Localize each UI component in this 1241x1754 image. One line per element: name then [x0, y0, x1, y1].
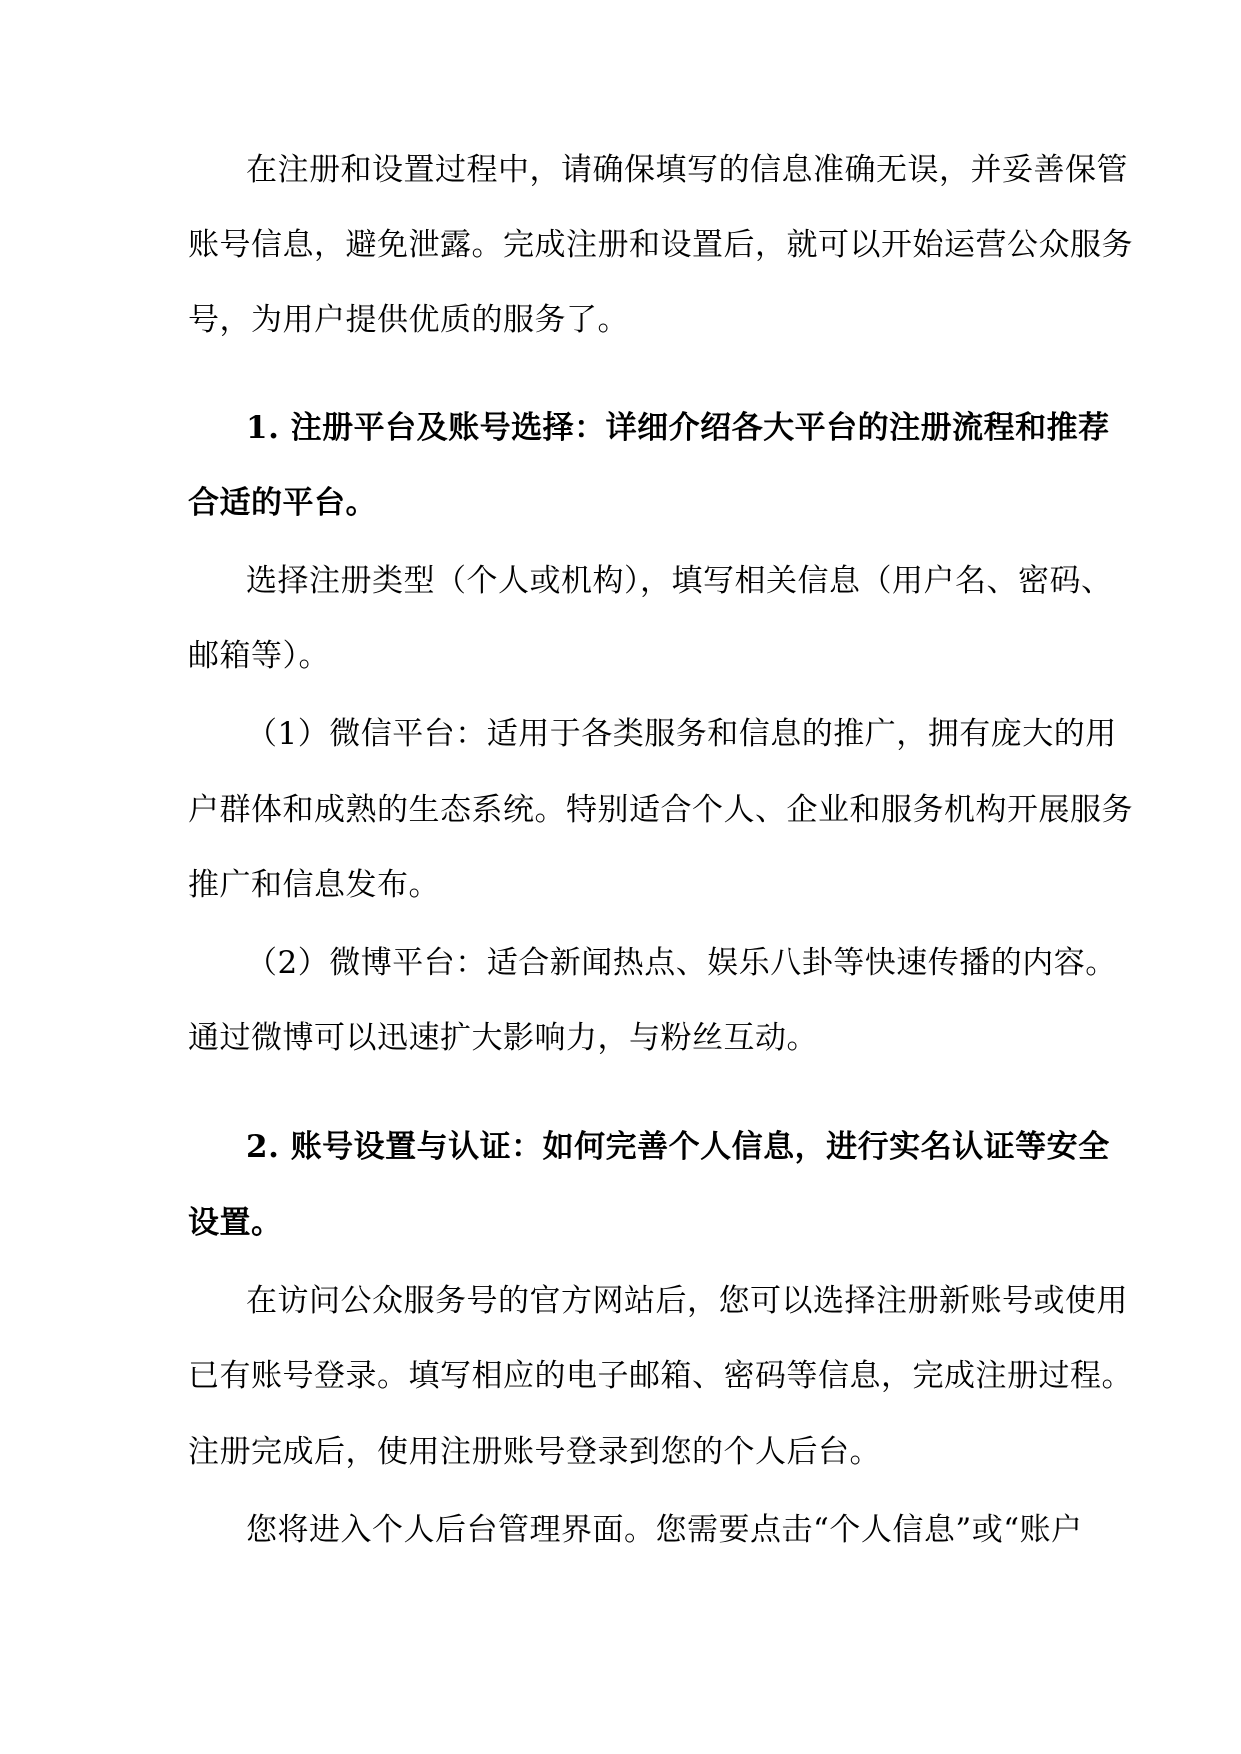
- intro-line-1: 在注册和设置过程中，请确保填写的信息准确无误，并妥善保管: [246, 152, 1128, 188]
- register-type-line-1: 选择注册类型（个人或机构），填写相关信息（用户名、密码、: [246, 563, 1113, 599]
- section-2-heading-line-1: 2. 账号设置与认证：如何完善个人信息，进行实名认证等安全: [246, 1129, 1110, 1165]
- section-2-heading-line-2: 设置。: [188, 1205, 283, 1241]
- weibo-line-1: （2）微博平台：适合新闻热点、娱乐八卦等快速传播的内容。: [246, 945, 1117, 981]
- intro-line-3: 号，为用户提供优质的服务了。: [188, 302, 629, 338]
- wechat-line-1: （1）微信平台：适用于各类服务和信息的推广，拥有庞大的用: [246, 716, 1117, 752]
- wechat-line-2: 户群体和成熟的生态系统。特别适合个人、企业和服务机构开展服务: [188, 792, 1133, 828]
- wechat-line-3: 推广和信息发布。: [188, 867, 440, 903]
- visit-site-line-3: 注册完成后，使用注册账号登录到您的个人后台。: [188, 1434, 881, 1470]
- visit-site-line-1: 在访问公众服务号的官方网站后，您可以选择注册新账号或使用: [246, 1283, 1128, 1319]
- intro-line-2: 账号信息，避免泄露。完成注册和设置后，就可以开始运营公众服务: [188, 227, 1133, 263]
- register-type-line-2: 邮箱等）。: [188, 638, 330, 674]
- visit-site-line-2: 已有账号登录。填写相应的电子邮箱、密码等信息，完成注册过程。: [188, 1358, 1133, 1394]
- backend-line-1: 您将进入个人后台管理界面。您需要点击“个人信息”或“账户: [246, 1512, 1083, 1548]
- section-1-heading-line-1: 1. 注册平台及账号选择：详细介绍各大平台的注册流程和推荐: [246, 410, 1110, 446]
- section-1-heading-line-2: 合适的平台。: [188, 485, 377, 521]
- weibo-line-2: 通过微博可以迅速扩大影响力，与粉丝互动。: [188, 1020, 818, 1056]
